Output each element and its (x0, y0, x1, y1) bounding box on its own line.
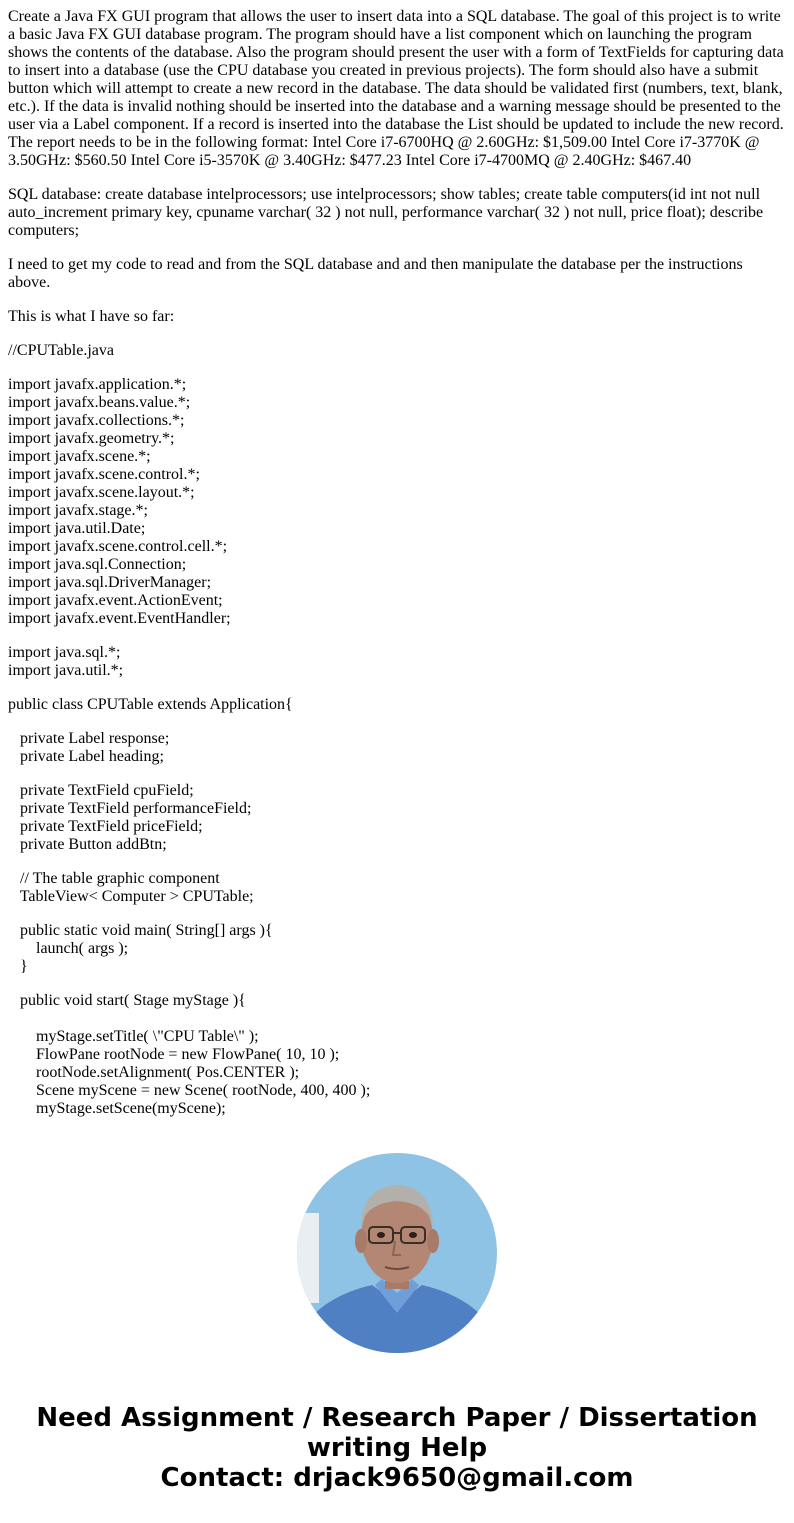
sql-paragraph: SQL database: create database intelprocessors; use intelprocessors; show tables; create table computers(id int not null auto_increment primary key, cpuname varchar( 32 ) not null, performance varchar( 32 ) not null, price float); describe computers; (8, 186, 764, 239)
code-block (8, 992, 786, 1118)
code-line: import javafx.scene.control.cell.*; (8, 538, 228, 555)
code-line: import javafx.beans.value.*; (8, 394, 191, 411)
intro-paragraph: This is what I have so far: (8, 308, 175, 325)
promo-banner (0, 1403, 794, 1493)
code-block (8, 644, 786, 680)
code-line: import javafx.stage.*; (8, 502, 148, 519)
code-line: rootNode.setAlignment( Pos.CENTER ); (8, 1064, 300, 1081)
code-line: public void start( Stage myStage ){ (8, 992, 246, 1009)
code-line: private TextField priceField; (8, 818, 203, 835)
file-comment: //CPUTable.java (8, 342, 114, 359)
code-line: } (8, 958, 28, 975)
code-line: private TextField performanceField; (8, 800, 252, 817)
code-block (8, 376, 786, 628)
person-portrait-icon (297, 1153, 497, 1353)
code-line: myStage.setTitle( \"CPU Table\" ); (8, 1028, 259, 1045)
code-line: import javafx.geometry.*; (8, 430, 175, 447)
code-block (8, 730, 786, 766)
code-line (8, 1010, 786, 1028)
code-listing (8, 376, 786, 1118)
code-block (8, 782, 786, 854)
code-line: public static void main( String[] args ){ (8, 922, 273, 939)
code-line: import javafx.scene.layout.*; (8, 484, 195, 501)
code-line: import javafx.collections.*; (8, 412, 185, 429)
code-line: TableView< Computer > CPUTable; (8, 888, 254, 905)
code-line: private TextField cpuField; (8, 782, 194, 799)
code-line: import java.util.*; (8, 662, 124, 679)
code-line: private Label response; (8, 730, 170, 747)
code-line: // The table graphic component (8, 870, 220, 887)
question-content (8, 8, 786, 1124)
code-block (8, 922, 786, 976)
code-line: import java.sql.DriverManager; (8, 574, 212, 591)
code-line: launch( args ); (8, 940, 129, 957)
code-line: import javafx.event.ActionEvent; (8, 592, 223, 609)
code-line: import java.util.Date; (8, 520, 146, 537)
banner-contact: Contact: drjack9650@gmail.com (160, 1463, 634, 1493)
code-line: import java.sql.*; (8, 644, 121, 661)
request-paragraph: I need to get my code to read and from the SQL database and and then manipulate the database per the instructions above. (8, 256, 743, 291)
banner-line-2: writing Help (306, 1433, 488, 1463)
code-line: import javafx.application.*; (8, 376, 187, 393)
code-line: private Button addBtn; (8, 836, 167, 853)
code-block (8, 696, 786, 714)
code-line: FlowPane rootNode = new FlowPane( 10, 10 ); (8, 1046, 340, 1063)
author-avatar (297, 1153, 497, 1353)
code-line: import javafx.scene.*; (8, 448, 151, 465)
code-block (8, 870, 786, 906)
code-line: public class CPUTable extends Application{ (8, 696, 293, 713)
code-line: Scene myScene = new Scene( rootNode, 400, 400 ); (8, 1082, 371, 1099)
code-line: import javafx.scene.control.*; (8, 466, 200, 483)
code-line: myStage.setScene(myScene); (8, 1100, 226, 1117)
code-line: import java.sql.Connection; (8, 556, 187, 573)
code-line: import javafx.event.EventHandler; (8, 610, 231, 627)
question-paragraph: Create a Java FX GUI program that allows the user to insert data into a SQL database. The goal of this project is to write a basic Java FX GUI database program. The program should have a list component which on launching the program shows the contents of the database. Also the program should present the user with a form of TextFields for capturing data to insert into a database (use the CPU database you created in previous projects). The form should also have a submit button which will attempt to create a new record in the database. The data should be validated first (numbers, text, blank, etc.). If the data is invalid nothing should be inserted into the database and a warning message should be presented to the user via a Label component. If a record is inserted into the database the List should be updated to include the new record. The report needs to be in the following format: Intel Core i7-6700HQ @ 2.60GHz: $1,509.00 Intel Core i7-3770K @ 3.50GHz: $560.50 Intel Core i5-3570K @ 3.40GHz: $477.23 Intel Core i7-4700MQ @ 2.40GHz: $467.40 (8, 8, 784, 169)
banner-line-1: Need Assignment / Research Paper / Dissertation (36, 1403, 758, 1433)
code-line: private Label heading; (8, 748, 164, 765)
